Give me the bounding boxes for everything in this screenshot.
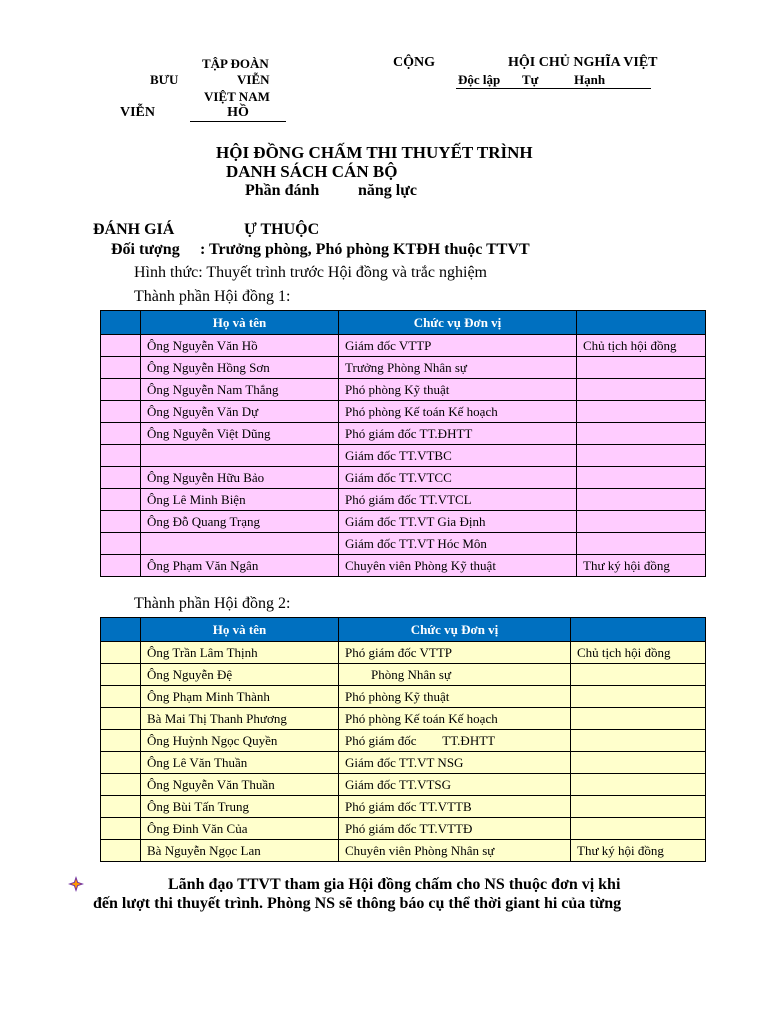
role-cell: Phó giám đốc TT.ĐHTT [339,423,577,445]
table-row [101,752,706,774]
motto-line1b: HỘI CHỦ NGHĨA VIỆT [508,55,658,70]
table-row [101,686,706,708]
council1-header-name: Họ và tên [141,311,339,335]
section-heading-b: Ự THUỘC [244,221,320,238]
note-cell: Chủ tịch hội đồng [571,642,706,664]
title-line3b: năng lực [358,182,417,199]
council2-table [100,617,706,862]
role-cell: Giám đốc TT.VTCC [339,467,577,489]
name-cell: Ông Nguyễn Văn Thuần [141,774,339,796]
motto-freedom: Tự [522,72,539,87]
council1-header-index [101,311,141,335]
note-cell [577,401,706,423]
note-cell [577,489,706,511]
name-cell [141,445,339,467]
name-cell [141,533,339,555]
role-cell: Phó giám đốc TT.VTTĐ [339,818,571,840]
role-cell: Chuyên viên Phòng Kỹ thuật [339,555,577,577]
table-row [101,818,706,840]
name-cell: Ông Đỗ Quang Trạng [141,511,339,533]
role-cell: Giám đốc TT.VT Gia Định [339,511,577,533]
motto-line1a: CỘNG [393,55,435,70]
council1-caption: Thành phần Hội đồng 1: [134,288,291,305]
index-cell [101,533,141,555]
table-row [101,401,706,423]
section-heading-a: ĐÁNH GIÁ [93,221,175,238]
table-row [101,489,706,511]
name-cell: Ông Lê Minh Biện [141,489,339,511]
index-cell [101,379,141,401]
footer-line1: Lãnh đạo TTVT tham gia Hội đồng chấm cho NS thuộc đơn vị khi [168,876,621,893]
footer-line2: đến lượt thi thuyết trình. Phòng NS sẽ thông báo cụ thể thời giant hi của từng [93,895,622,912]
title-line1: HỘI ĐỒNG CHẤM THI THUYẾT TRÌNH [216,143,533,162]
table-row [101,730,706,752]
council2-header-row [101,618,706,642]
index-cell [101,445,141,467]
table-row [101,796,706,818]
table-row [101,511,706,533]
target-label: Đối tượng [111,241,180,258]
index-cell [101,511,141,533]
org-name-line1: TẬP ĐOÀN [202,56,269,71]
note-cell [577,511,706,533]
note-cell: Thư ký hội đồng [577,555,706,577]
table-row [101,379,706,401]
role-cell: Phó phòng Kỹ thuật [339,686,571,708]
name-cell: Ông Nguyễn Hữu Bảo [141,467,339,489]
note-cell [571,708,706,730]
name-cell: Ông Bùi Tấn Trung [141,796,339,818]
index-cell [101,423,141,445]
title-line2: DANH SÁCH CÁN BỘ [226,162,398,181]
note-cell [577,357,706,379]
note-cell [577,445,706,467]
note-cell [571,730,706,752]
name-cell: Ông Lê Văn Thuần [141,752,339,774]
index-cell [101,335,141,357]
index-cell [101,555,141,577]
index-cell [101,752,141,774]
index-cell [101,642,141,664]
name-cell: Bà Nguyễn Ngọc Lan [141,840,339,862]
council2-header-name: Họ và tên [141,618,339,642]
role-cell: Giám đốc VTTP [339,335,577,357]
note-cell [571,664,706,686]
table-row [101,533,706,555]
index-cell [101,730,141,752]
council2-header-index [101,618,141,642]
table-row [101,467,706,489]
index-cell [101,818,141,840]
index-cell [101,489,141,511]
council2-header-note [571,618,706,642]
council1-header-row [101,311,706,335]
council1-table [100,310,706,577]
role-cell: Giám đốc TT.VTSG [339,774,571,796]
name-cell: Ông Nguyễn Việt Dũng [141,423,339,445]
note-cell [571,686,706,708]
name-cell: Ông Phạm Văn Ngân [141,555,339,577]
title-line3a: Phần đánh [245,182,320,199]
index-cell [101,840,141,862]
name-cell: Bà Mai Thị Thanh Phương [141,708,339,730]
council2-header-role: Chức vụ Đơn vị [339,618,571,642]
role-cell: Giám đốc TT.VTBC [339,445,577,467]
table-row [101,335,706,357]
name-cell: Ông Nguyễn Nam Thắng [141,379,339,401]
name-cell: Ông Trần Lâm Thịnh [141,642,339,664]
role-cell: Giám đốc TT.VT NSG [339,752,571,774]
four-point-star-bullet-icon [68,876,84,892]
table-row [101,774,706,796]
index-cell [101,357,141,379]
note-cell [571,818,706,840]
role-cell: Giám đốc TT.VT Hóc Môn [339,533,577,555]
role-cell: Phó giám đốc VTTP [339,642,571,664]
motto-line2 [456,72,651,89]
table-row [101,555,706,577]
table-row [101,642,706,664]
name-cell: Ông Nguyễn Văn Dự [141,401,339,423]
index-cell [101,686,141,708]
note-cell [577,379,706,401]
target-value: : Trưởng phòng, Phó phòng KTĐH thuộc TTVT [200,241,530,258]
name-cell: Ông Đinh Văn Của [141,818,339,840]
note-cell [571,774,706,796]
org-name-line2a: BƯU [150,72,179,87]
role-cell: Phó giám đốc TT.VTCL [339,489,577,511]
index-cell [101,467,141,489]
note-cell: Thư ký hội đồng [571,840,706,862]
council1-header-note [577,311,706,335]
note-cell [577,423,706,445]
motto-happiness: Hạnh [574,72,606,87]
council2-caption: Thành phần Hội đồng 2: [134,595,291,612]
index-cell [101,796,141,818]
note-cell: Chủ tịch hội đồng [577,335,706,357]
form-line: Hình thức: Thuyết trình trước Hội đồng và trắc nghiệm [134,264,487,281]
table-row [101,445,706,467]
index-cell [101,401,141,423]
index-cell [101,664,141,686]
index-cell [101,708,141,730]
table-row [101,840,706,862]
note-cell [577,467,706,489]
name-cell: Ông Nguyễn Hồng Sơn [141,357,339,379]
name-cell: Ông Nguyễn Đệ [141,664,339,686]
index-cell [101,774,141,796]
org-name-line2b: VIỄN [237,72,270,87]
note-cell [571,752,706,774]
org-name-line4b: HỒ [190,105,286,122]
role-cell: Phó phòng Kế toán Kế hoạch [339,708,571,730]
role-cell: Chuyên viên Phòng Nhân sự [339,840,571,862]
note-cell [571,796,706,818]
table-row [101,664,706,686]
role-cell: Phó phòng Kế toán Kế hoạch [339,401,577,423]
role-cell: Trưởng Phòng Nhân sự [339,357,577,379]
org-name-line3: VIỆT NAM [204,89,270,104]
role-cell: Phó giám đốc TT.ĐHTT [339,730,571,752]
table-row [101,708,706,730]
motto-independence: Độc lập [458,72,501,87]
role-cell: Phó giám đốc TT.VTTB [339,796,571,818]
role-cell: Phòng Nhân sự [339,664,571,686]
council1-header-role: Chức vụ Đơn vị [339,311,577,335]
name-cell: Ông Huỳnh Ngọc Quyền [141,730,339,752]
table-row [101,357,706,379]
name-cell: Ông Phạm Minh Thành [141,686,339,708]
org-name-line4a: VIỄN [120,105,156,120]
table-row [101,423,706,445]
role-cell: Phó phòng Kỹ thuật [339,379,577,401]
name-cell: Ông Nguyễn Văn Hồ [141,335,339,357]
note-cell [577,533,706,555]
